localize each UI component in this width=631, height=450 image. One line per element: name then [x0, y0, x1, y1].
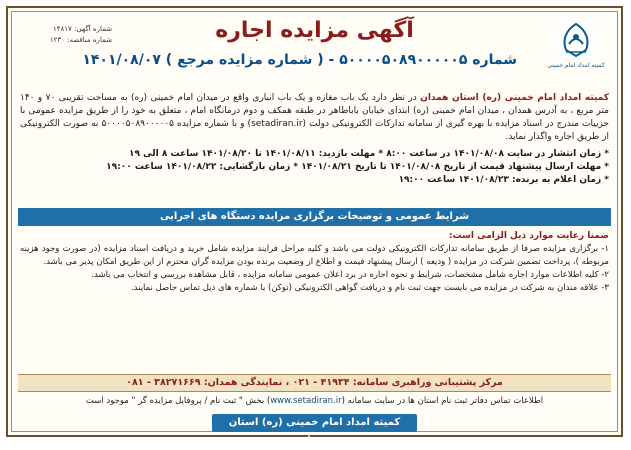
emdad-logo-icon — [554, 20, 598, 60]
conditions-heading: ضمنا رعایت موارد ذیل الزامی است: — [448, 231, 609, 241]
auction-number: شماره ۵۰۰۰۰۵۰۸۹۰۰۰۰۰۵ - ( شماره مزایده مرجع ) ۱۴۰۱/۰۸/۰۷ — [82, 52, 517, 68]
tender-number: شماره مناقصه: ۱۲۳۰ — [49, 36, 112, 44]
ad-inner-border — [11, 11, 618, 446]
page-title: آگهی مزایده اجاره — [215, 18, 414, 43]
ad-body — [20, 92, 609, 187]
condition-item-3: ۳- علاقه مندان به شرکت در مزایده می بایست جهت ثبت نام و دریافت گواهی الکترونیکی (توکن) با شماره های ذیل تماس حاصل نمایند. — [130, 283, 609, 293]
signature-bar: کمیته امداد امام خمینی (ره) استان همدان — [212, 414, 417, 432]
info-text-pre: اطلاعات تماس دفاتر ثبت نام استان ها در سایت سامانه ( — [341, 396, 544, 406]
condition-item-1: ۱- برگزاری مزایده صرفا از طریق سامانه تدارکات الکترونیکی دولت می باشد و کلیه مراحل فرایند مزایده شامل خرید و دریافت اسناد مزایده (در صورت وجود هزینه مربوطه )، پرداخت تضمین شرکت در مزایده ( ودیعه ) ارسال پیشنهاد قیمت و اطلاع از وضعیت برنده بودن مزایده گران محترم از این طریق امکان پذیر می باشد. — [20, 244, 609, 267]
conditions-block — [20, 230, 609, 295]
ad-header — [12, 12, 617, 84]
dates-block — [20, 148, 609, 187]
winner-announcement-date: * زمان اعلام به برنده: ۱۴۰۱/۰۸/۲۳ ساعت ۱۹:۰۰ — [398, 175, 609, 185]
publish-and-visit-dates: * زمان انتشار در سایت ۱۴۰۱/۰۸/۰۸ در ساعت ۸:۰۰ * مهلت بازدید: ۱۴۰۱/۰۸/۱۱ تا ۱۴۰۱/۰۸/۲۰ ساعت ۸ الی ۱۹ — [128, 149, 609, 159]
info-text-post: ) بخش " ثبت نام / پروفایل مزایده گر " موجود است — [85, 396, 271, 406]
ad-description: در نظر دارد یک باب مغازه و یک باب انباری واقع در میدان امام خمینی (ره) به مساحت تقریبی ۷۰ و ۱۴۰ متر مربع ، به آدرس همدان ، میدان امام خمینی (ره) ابتدای خیابان باباطاهر در طبقه همکف و دوم درمانگاه امام ، متعلق به خود را از طریق مزایده عمومی با جزییات مندرج در اسناد مزایده با بهره گیری از سامانه تدارکات الکترونیکی دولت (setadiran.ir) و با شماره مزایده ۵۰۰۰۰۵۰۸۹۰۰۰۰۰۵ به صورت الکترونیکی از طریق اجاره واگذار نماید. — [20, 93, 609, 142]
org-name: کمیته امداد امام خمینی (ره) استان همدان — [420, 93, 609, 103]
ad-meta — [22, 24, 112, 46]
condition-item-2: ۲- کلیه اطلاعات موارد اجاره شامل مشخصات، شرایط و نحوه اجاره در برد اعلان عمومی سامانه مزایده ، قابل مشاهده بررسی و انتخاب می باشد. — [91, 270, 609, 280]
support-center-bar: مرکز پشتیبانی وراهبری سامانه: ۴۱۹۳۴ - ۰۲۱ ، نمایندگی همدان: ۳۸۲۷۱۶۶۹ - ۰۸۱ — [18, 374, 611, 392]
logo-caption: کمیته امداد امام خمینی — [547, 62, 605, 69]
registration-info — [20, 395, 609, 407]
ad-paragraph — [20, 92, 609, 144]
setadiran-link[interactable]: www.setadiran.ir — [270, 396, 342, 406]
conditions-title-bar: شرایط عمومی و توضیحات برگزاری مزایده دستگاه های اجرایی — [18, 208, 611, 226]
offer-and-opening-dates: * مهلت ارسال پیشنهاد قیمت از تاریخ ۱۴۰۱/۰۸/۰۸ تا تاریخ ۱۴۰۱/۰۸/۲۱ * زمان بازگشایی: ۱۴۰۱/۰۸/۲۲ ساعت ۱۹:۰۰ — [106, 162, 609, 172]
ad-number: شماره آگهی: ۱۴۸۱۷ — [52, 25, 112, 33]
ad-frame — [6, 6, 623, 446]
org-logo — [545, 20, 607, 78]
